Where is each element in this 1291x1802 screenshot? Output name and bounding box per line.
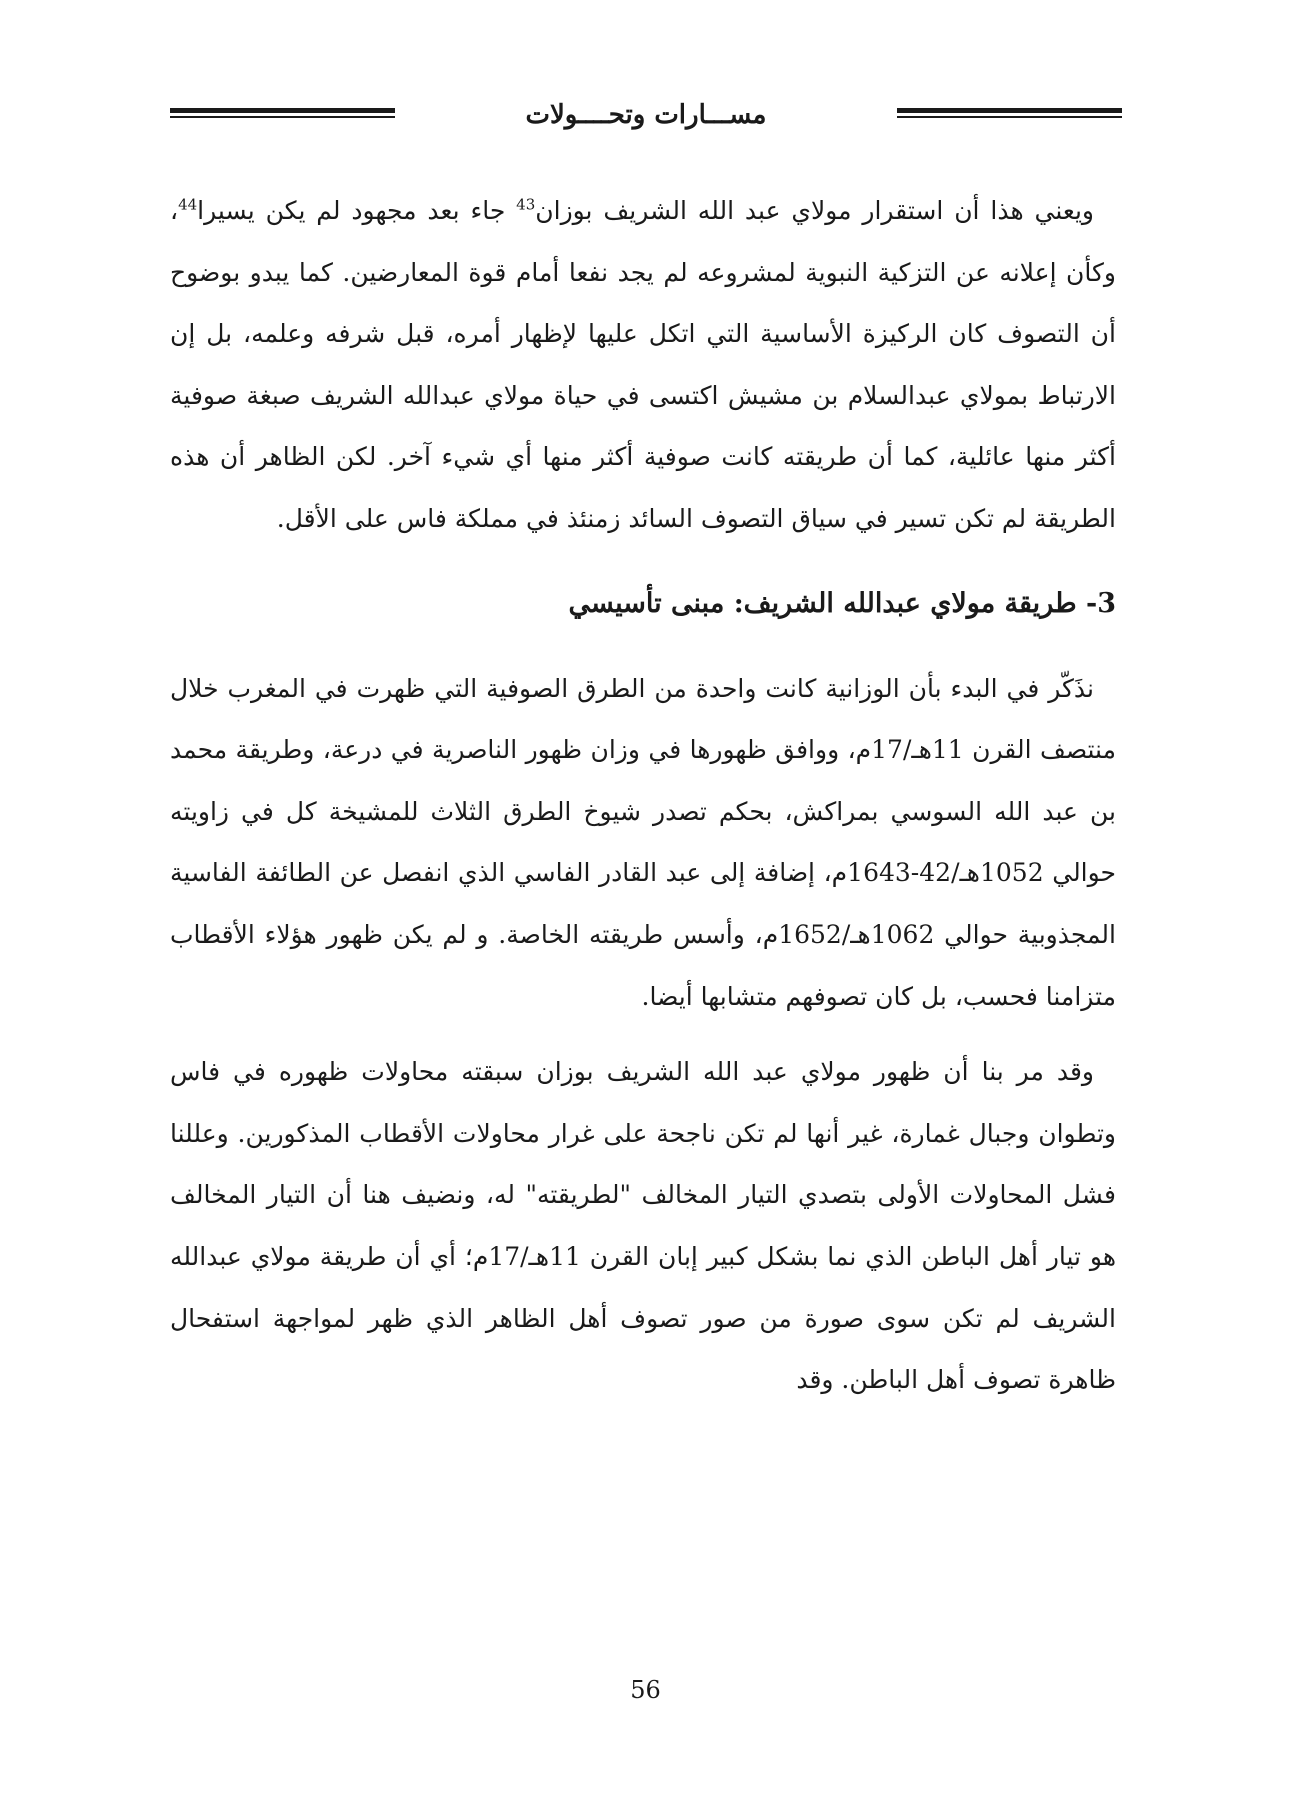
body-text (170, 180, 1116, 1411)
header-rule-left (170, 108, 395, 121)
paragraph-1-part-2: جاء بعد مجهود لم يكن يسيرا (197, 196, 517, 225)
paragraph-3: وقد مر بنا أن ظهور مولاي عبد الله الشريف بوزان سبقته محاولات ظهوره في فاس وتطوان وجبال غمارة، غير أنها لم تكن ناجحة على غرار محاولات الأقطاب المذكورين. وعللنا فشل المحاولات الأولى بتصدي التيار المخالف "لطريقته" له، ونضيف هنا أن التيار المخالف هو تيار أهل الباطن الذي نما بشكل كبير إبان القرن 11هـ/17م؛ أي أن طريقة مولاي عبدالله الشريف لم تكن سوى صورة من صور تصوف أهل الظاهر الذي ظهر لمواجهة استفحال ظاهرة تصوف أهل الباطن. وقد (170, 1057, 1117, 1395)
header-rule-right (897, 108, 1122, 121)
running-header (170, 98, 1122, 138)
paragraph-1 (170, 180, 1116, 550)
header-rule-right-thick (897, 108, 1122, 113)
footnote-ref-44[interactable]: 44 (178, 195, 198, 214)
paragraph-1-part-1: ويعني هذا أن استقرار مولاي عبد الله الشريف بوزان (535, 196, 1094, 225)
header-rule-right-thin (897, 116, 1122, 118)
paragraph-2: نذَكّر في البدء بأن الوزانية كانت واحدة من الطرق الصوفية التي ظهرت في المغرب خلال منتصف القرن 11هـ/17م، ووافق ظهورها في وزان ظهور الناصرية في درعة، وطريقة محمد بن عبد الله السوسي بمراكش، بحكم تصدر شيوخ الطرق الثلاث للمشيخة كل في زاويته حوالي 1052هـ/42-1643م، إضافة إلى عبد القادر الفاسي الذي انفصل عن الطائفة الفاسية المجذوبية حوالي 1062هـ/1652م، وأسس طريقته الخاصة. و لم يكن ظهور هؤلاء الأقطاب متزامنا فحسب، بل كان تصوفهم متشابها أيضا. (170, 673, 1117, 1011)
section-heading: 3- طريقة مولاي عبدالله الشريف: مبنى تأسيسي (568, 587, 1116, 619)
header-rule-left-thick (170, 108, 395, 113)
page-number: 56 (630, 1676, 661, 1704)
running-header-title: مســـارات وتحــــولات (525, 100, 767, 130)
footnote-ref-43[interactable]: 43 (516, 195, 536, 214)
paragraph-1-part-3: ، وكأن إعلانه عن التزكية النبوية لمشروعه لم يجد نفعا أمام قوة المعارضين. كما يبدو بوضوح أن التصوف كان الركيزة الأساسية التي اتكل عليها لإظهار أمره، قبل شرفه وعلمه، بل إن الارتباط بمولاي عبدالسلام بن مشيش اكتسى في حياة مولاي عبدالله الشريف صبغة صوفية أكثر منها عائلية، كما أن طريقته كانت صوفية أكثر منها أي شيء آخر. لكن الظاهر أن هذه الطريقة لم تكن تسير في سياق التصوف السائد زمنئذ في مملكة فاس على الأقل. (170, 196, 1116, 533)
header-rule-left-thin (170, 116, 395, 118)
